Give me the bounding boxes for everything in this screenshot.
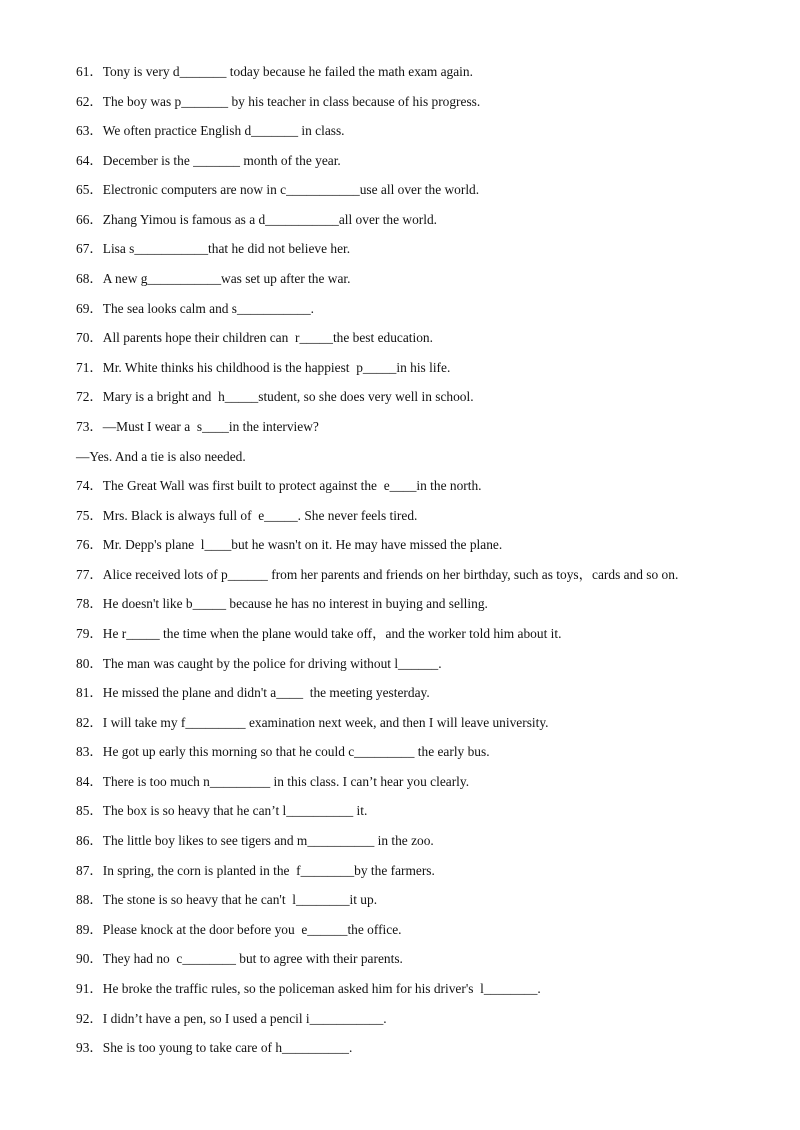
question-item [76,712,776,742]
question-number: 78． [76,596,103,612]
question-number: 75． [76,507,103,523]
question-number: 73． [76,418,103,434]
question-text: Alice received lots of p______ from her parents and friends on her birthday, such as toys，cards and so on. [102,566,679,582]
question-item [76,682,776,712]
question-number: 82． [76,714,103,730]
question-item [76,623,776,653]
question-item [76,91,776,121]
question-item [76,61,776,91]
question-list [76,61,776,1067]
question-item [76,889,776,919]
question-text: Mr. White thinks his childhood is the happiest p_____in his life. [102,359,451,375]
question-item [76,771,776,801]
question-text: December is the _______ month of the year. [102,152,341,168]
question-text: A new g___________was set up after the war. [102,271,351,287]
question-number: 87． [76,862,103,878]
question-text: They had no c________ but to agree with their parents. [102,951,403,967]
question-number: 76． [76,537,103,553]
question-number: 72． [76,389,103,405]
question-text: We often practice English d_______ in class. [102,123,345,139]
question-item [76,830,776,860]
question-item [76,978,776,1008]
question-item [76,209,776,239]
question-item [76,593,776,623]
question-number: 81． [76,685,103,701]
question-text: The Great Wall was first built to protect against the e____in the north. [102,478,482,494]
question-item [76,238,776,268]
question-item [76,653,776,683]
question-text: —Yes. And a tie is also needed. [76,448,246,464]
question-number: 92． [76,1010,103,1026]
question-number: 90． [76,951,103,967]
question-item [76,357,776,387]
question-number: 83． [76,744,103,760]
question-text: —Must I wear a s____in the interview? [102,418,319,434]
question-item [76,268,776,298]
question-number: 85． [76,803,103,819]
question-text: He broke the traffic rules, so the policeman asked him for his driver's l________. [102,980,541,996]
question-text: The boy was p_______ by his teacher in class because of his progress. [102,93,481,109]
question-text: He r_____ the time when the plane would take off，and the worker told him about it. [102,625,562,641]
question-text: The stone is so heavy that he can't l________it up. [102,892,378,908]
question-text: Please knock at the door before you e______the office. [102,921,402,937]
question-number: 77． [76,566,103,582]
question-item [76,150,776,180]
question-item [76,741,776,771]
question-number: 88． [76,892,103,908]
question-number: 62． [76,93,103,109]
question-text: The box is so heavy that he can’t l__________ it. [102,803,368,819]
question-text: Lisa s___________that he did not believe her. [102,241,351,257]
question-text: Mary is a bright and h_____student, so she does very well in school. [102,389,474,405]
question-item [76,564,776,594]
question-item [76,416,776,446]
question-item [76,948,776,978]
question-text: The sea looks calm and s___________. [102,300,315,316]
question-text: The man was caught by the police for driving without l______. [102,655,442,671]
question-text: I didn’t have a pen, so I used a pencil i___________. [102,1010,387,1026]
question-number: 74． [76,478,103,494]
question-number: 69． [76,300,103,316]
question-number: 67． [76,241,103,257]
question-number: 61． [76,64,103,79]
question-item [76,1008,776,1038]
question-text: He missed the plane and didn't a____ the meeting yesterday. [102,685,430,701]
question-number: 65． [76,182,103,198]
question-item [76,179,776,209]
question-item [76,327,776,357]
question-text: Mr. Depp's plane l____but he wasn't on it. He may have missed the plane. [102,537,503,553]
question-number: 84． [76,773,103,789]
question-number: 80． [76,655,103,671]
question-text: He doesn't like b_____ because he has no interest in buying and selling. [102,596,488,612]
question-number: 91． [76,980,103,996]
question-text: There is too much n_________ in this class. I can’t hear you clearly. [102,773,470,789]
question-text: Electronic computers are now in c___________use all over the world. [102,182,480,198]
question-text: She is too young to take care of h__________. [102,1040,353,1056]
question-number: 70． [76,330,103,346]
question-item [76,505,776,535]
question-item [76,298,776,328]
question-item [76,386,776,416]
question-continuation [76,446,776,476]
question-item [76,860,776,890]
question-text: In spring, the corn is planted in the f________by the farmers. [102,862,435,878]
question-number: 71． [76,359,103,375]
question-number: 66． [76,211,103,227]
question-number: 63． [76,123,103,139]
question-item [76,919,776,949]
question-number: 79． [76,625,103,641]
question-number: 93． [76,1040,103,1056]
question-text: All parents hope their children can r_____the best education. [102,330,433,346]
question-number: 68． [76,271,103,287]
question-number: 64． [76,152,103,168]
question-text: Tony is very d_______ today because he failed the math exam again. [102,64,473,79]
question-item [76,534,776,564]
question-text: The little boy likes to see tigers and m__________ in the zoo. [102,833,434,849]
question-text: He got up early this morning so that he could c_________ the early bus. [102,744,490,760]
question-item [76,800,776,830]
question-number: 86． [76,833,103,849]
question-text: Mrs. Black is always full of e_____. She never feels tired. [102,507,418,523]
question-item [76,475,776,505]
question-item [76,120,776,150]
question-text: Zhang Yimou is famous as a d___________all over the world. [102,211,437,227]
question-text: I will take my f_________ examination next week, and then I will leave university. [102,714,549,730]
question-item [76,1037,776,1067]
question-number: 89． [76,921,103,937]
